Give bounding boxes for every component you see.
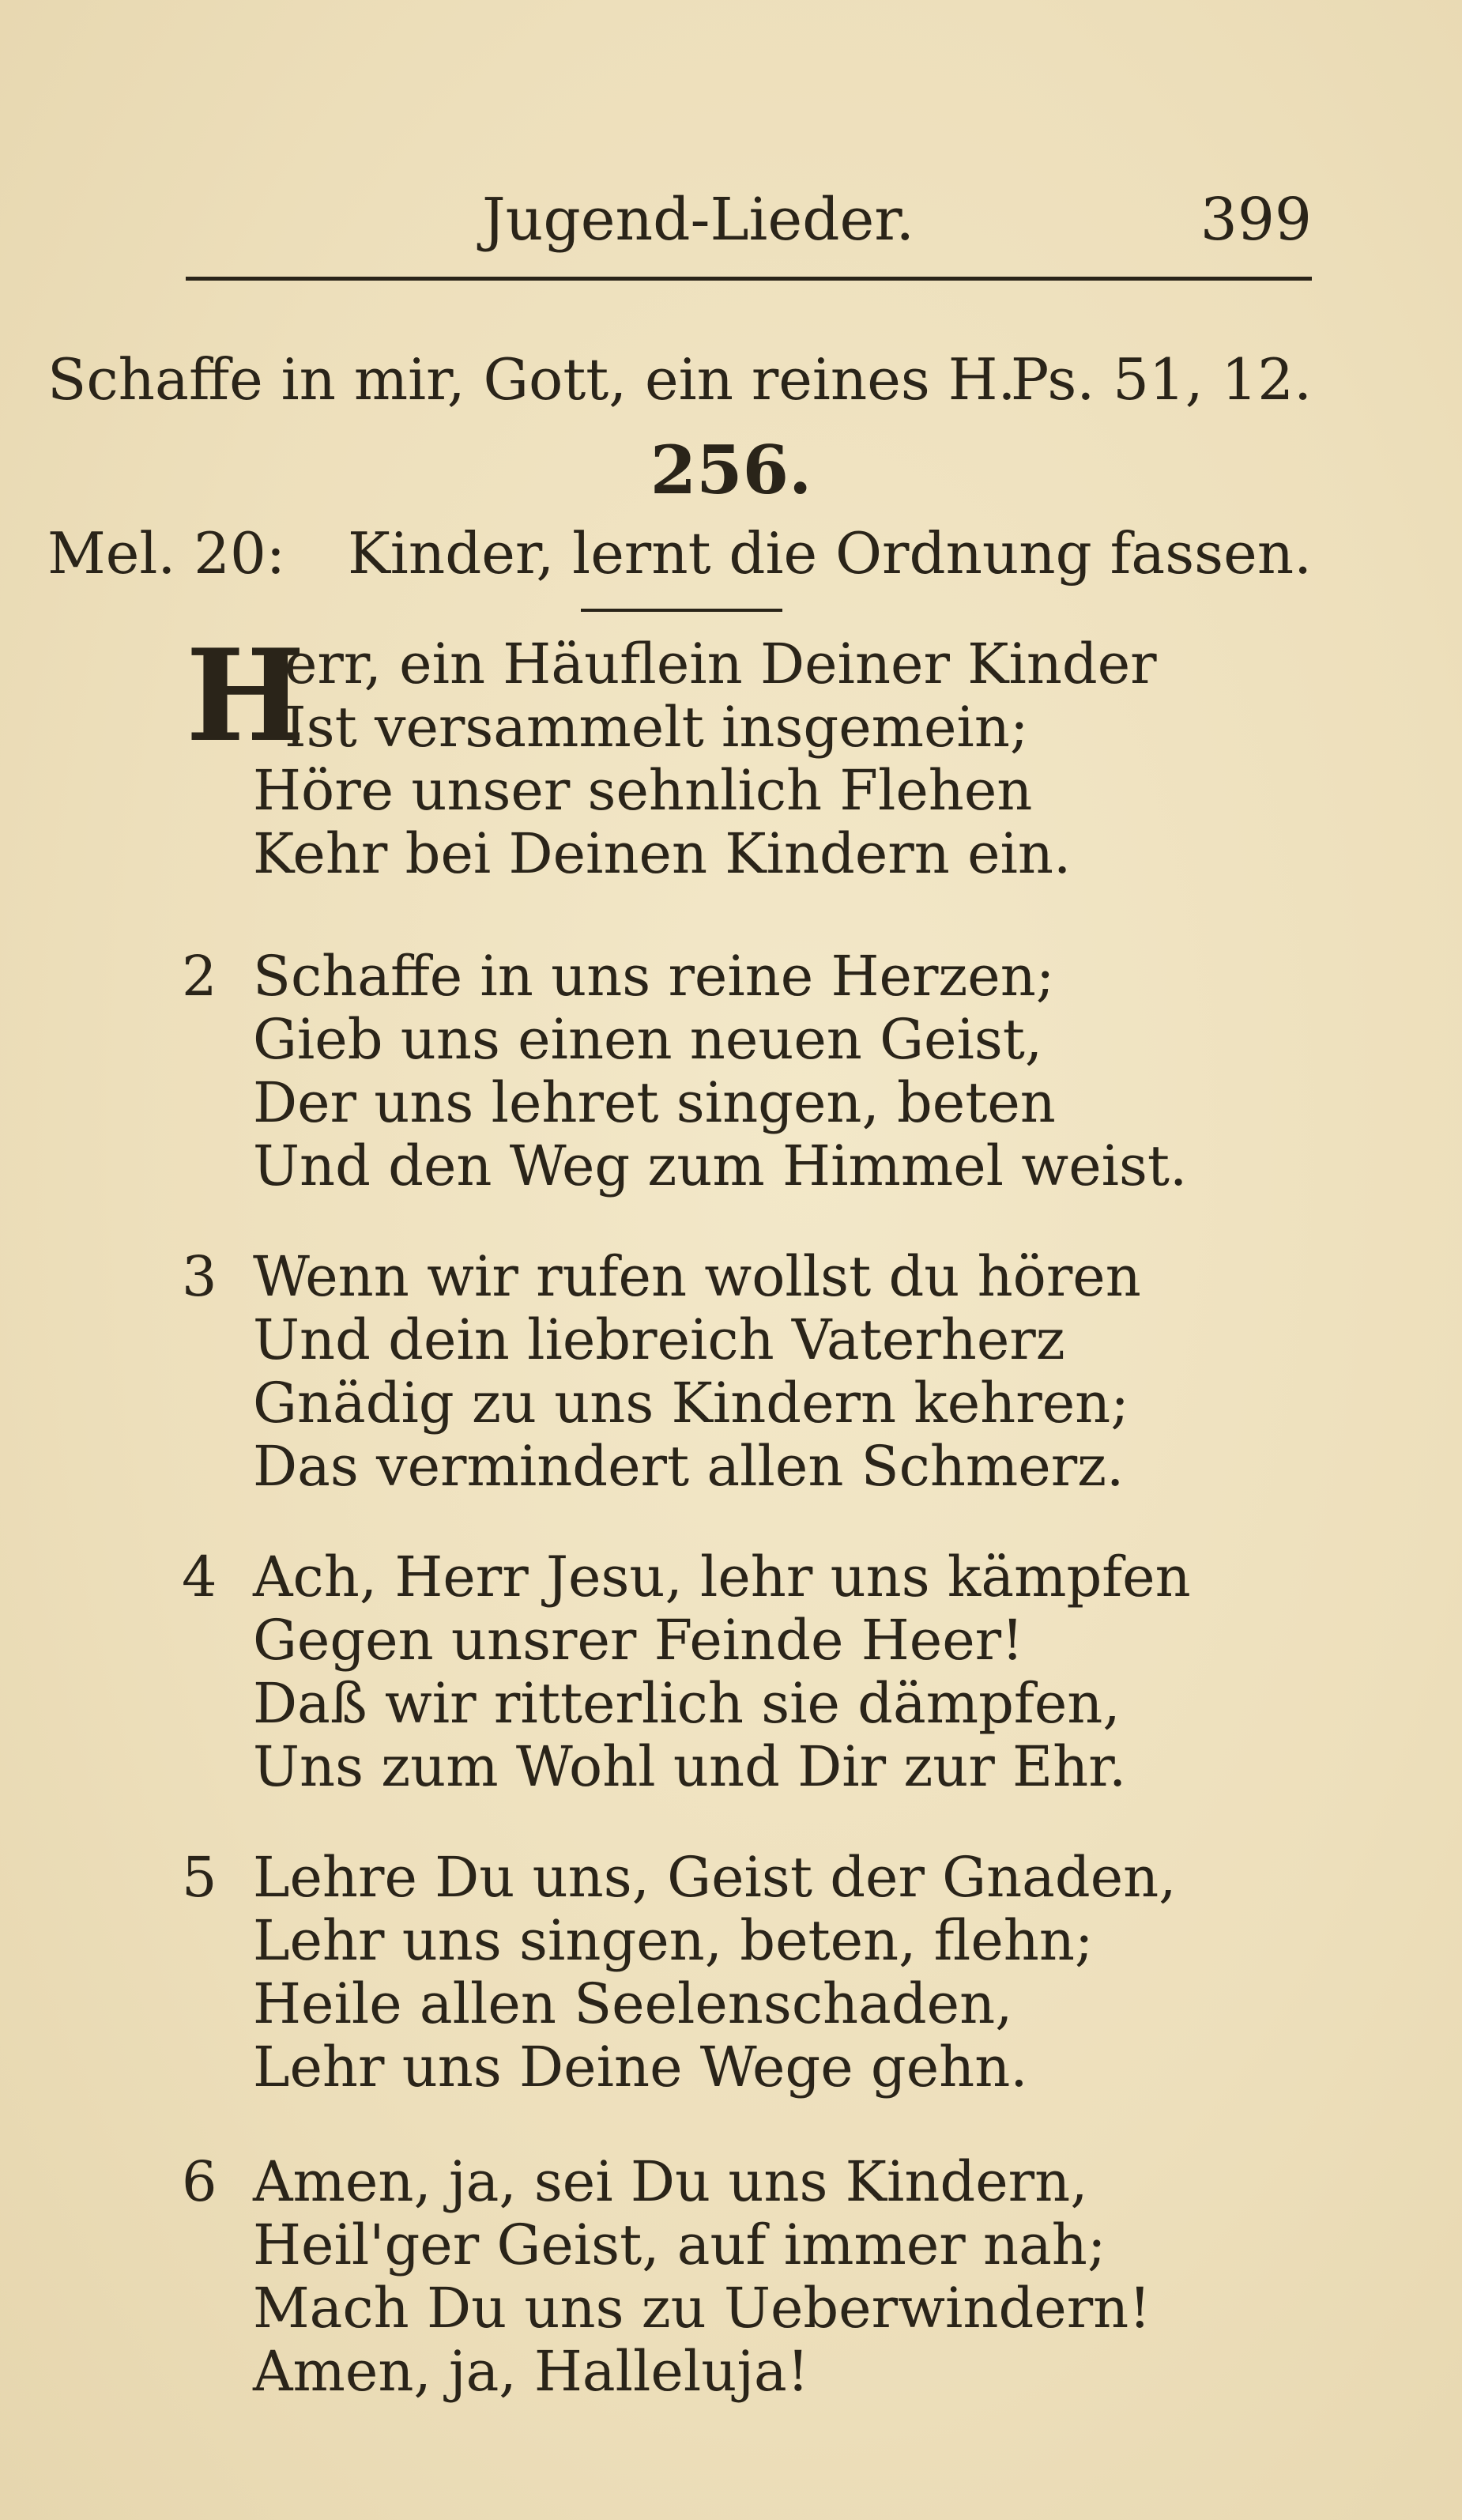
hymn-number: 256. (650, 431, 812, 509)
verse-line: Ach, Herr Jesu, lehr uns kämpfen (253, 1545, 1191, 1609)
verse-line: Gnädig zu uns Kindern kehren; (253, 1371, 1129, 1435)
melody-label: Mel. 20: (47, 520, 286, 587)
verse-line: Mach Du uns zu Ueberwindern! (253, 2276, 1151, 2341)
verse-line: Der uns lehret singen, beten (253, 1070, 1056, 1135)
verse-line: Und dein liebreich Vaterherz (253, 1307, 1065, 1372)
verse-line: Lehr uns singen, beten, flehn; (253, 1908, 1094, 1973)
drop-cap: H (186, 621, 306, 770)
stanza-number: 6 (182, 2149, 217, 2214)
section-divider (581, 609, 782, 612)
stanza-number: 3 (182, 1244, 217, 1309)
verse-line: Gegen unsrer Feinde Heer! (253, 1608, 1024, 1673)
stanza (182, 1545, 1209, 1798)
stanza (182, 621, 1209, 886)
verse-line: Schaffe in uns reine Herzen; (253, 944, 1055, 1009)
verse-line: Uns zum Wohl und Dir zur Ehr. (253, 1734, 1127, 1799)
stanza (182, 1846, 1209, 2099)
verse-line: Gieb uns einen neuen Geist, (253, 1007, 1043, 1072)
melody-title: Kinder, lernt die Ordnung fassen. (348, 520, 1312, 587)
verse-line: Daß wir ritterlich sie dämpfen, (253, 1671, 1121, 1736)
melody-line (47, 510, 1312, 597)
stanza (182, 1245, 1209, 1498)
verse-line: err, ein Häuflein Deiner Kinder (284, 632, 1157, 696)
verse-line: Das vermindert allen Schmerz. (253, 1434, 1125, 1499)
verse-line: Und den Weg zum Himmel weist. (253, 1134, 1188, 1198)
running-title: Jugend-Lieder. (482, 186, 915, 254)
verse-line: Heil'ger Geist, auf immer nah; (253, 2213, 1106, 2277)
page-header (186, 180, 1312, 259)
stanza-number: 4 (182, 1545, 217, 1609)
stanza-number: 2 (182, 944, 217, 1009)
epigraph-reference: Ps. 51, 12. (1010, 346, 1312, 413)
verse-line: Ist versammelt insgemein; (284, 695, 1029, 760)
stanza (182, 2150, 1209, 2403)
verse-line: Amen, ja, sei Du uns Kindern, (253, 2149, 1088, 2214)
stanza (182, 945, 1209, 1198)
verse-line: Lehre Du uns, Geist der Gnaden, (253, 1845, 1177, 1910)
page-number: 399 (1200, 186, 1312, 254)
verse-line: Lehr uns Deine Wege gehn. (253, 2035, 1028, 2099)
epigraph (47, 336, 1312, 423)
verse-line: Höre unser sehnlich Flehen (253, 758, 1033, 823)
verse-line: Kehr bei Deinen Kindern ein. (253, 821, 1072, 886)
epigraph-text: Schaffe in mir, Gott, ein reines H. (47, 346, 1016, 413)
verse-line: Amen, ja, Halleluja! (253, 2339, 809, 2404)
verse-line: Wenn wir rufen wollst du hören (253, 1244, 1141, 1309)
stanza-number: 5 (182, 1845, 217, 1910)
verse-line: Heile allen Seelenschaden, (253, 1971, 1013, 2036)
header-rule (186, 277, 1312, 281)
